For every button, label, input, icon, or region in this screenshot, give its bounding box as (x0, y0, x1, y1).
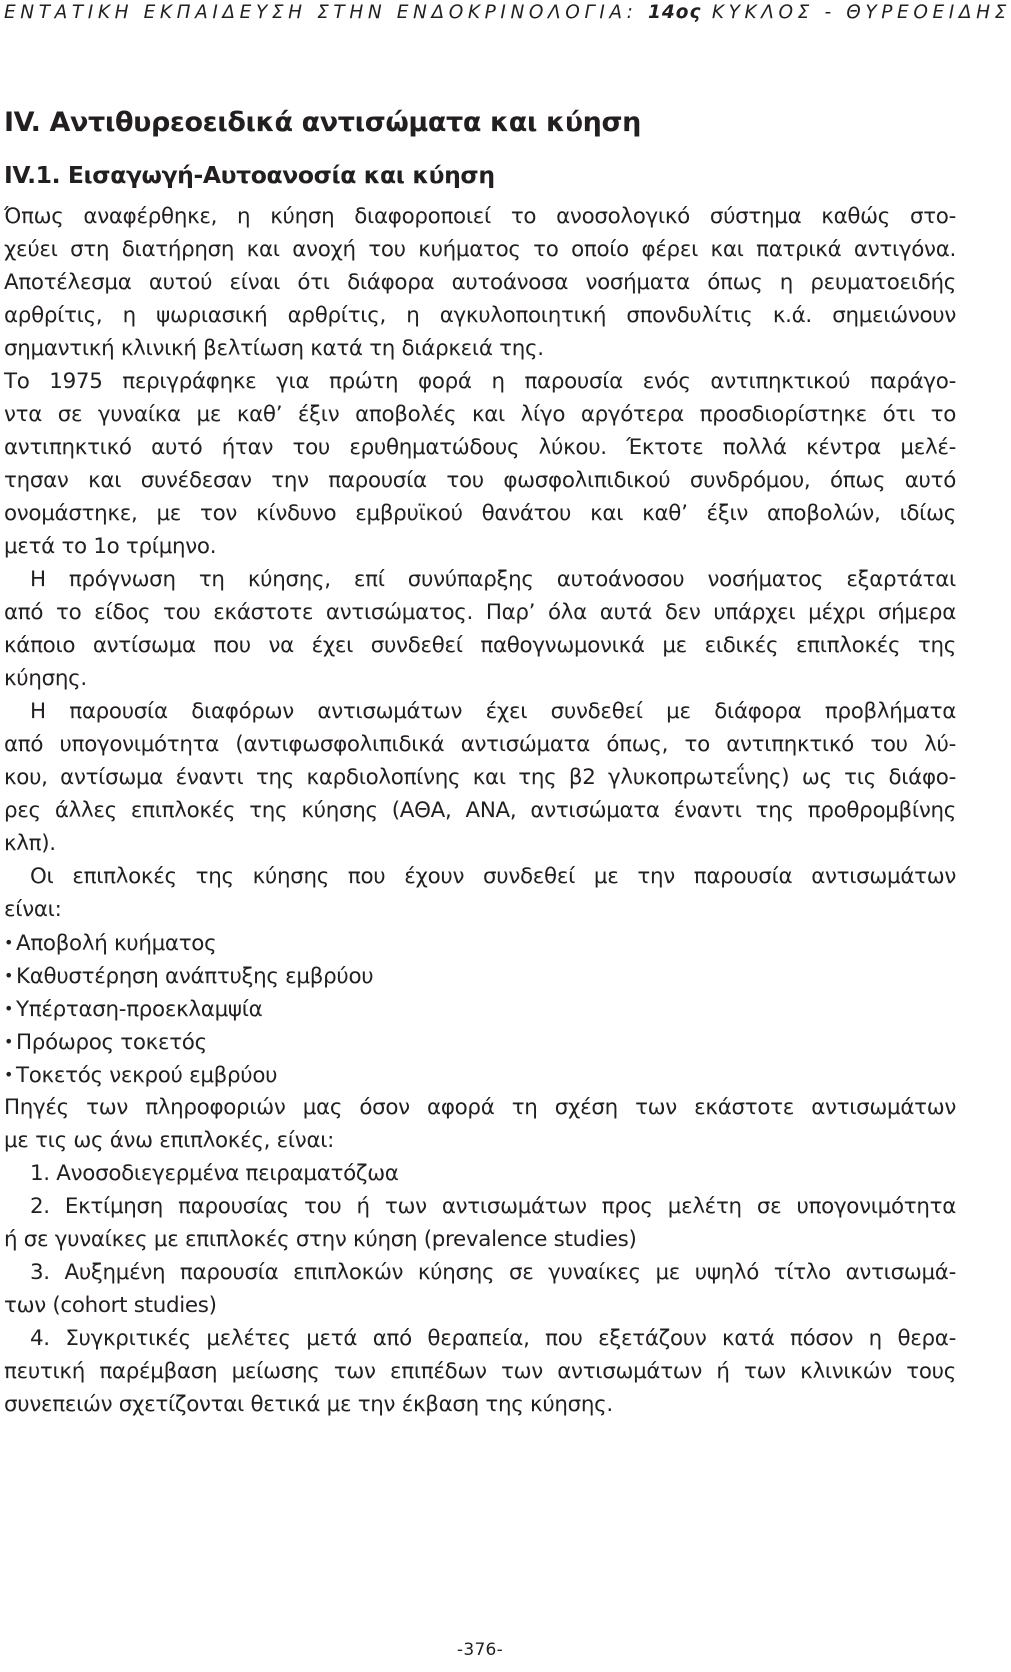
list-item: • Πρόωρος τοκετός (4, 1025, 956, 1058)
text-line: με τις ως άνω επιπλοκές, είναι: (4, 1128, 335, 1153)
text-line: χεύει στη διατήρηση και ανοχή του κυήματος το οποίο φέρει και πατρικά αντιγόνα. (4, 237, 956, 262)
text-line: ρες άλλες επιπλοκές της κύησης (ΑΘΑ, ΑΝΑ, αντισώματα έναντι της προθρομβίνης (4, 798, 956, 823)
paragraph-1975 (4, 365, 956, 563)
text-line: τησαν και συνέδεσαν την παρουσία του φωσφολιπιδικού συνδρόμου, όπως αυτό (4, 468, 956, 493)
bullet-icon: • (4, 933, 14, 952)
text-line: κλπ). (4, 831, 56, 856)
bullet-icon: • (4, 1032, 14, 1051)
text-line: Πηγές των πληροφοριών μας όσον αφορά τη σχέση των εκάστοτε αντισωμάτων (4, 1095, 956, 1120)
page-number: -376- (456, 1640, 504, 1660)
text-line: Οι επιπλοκές της κύησης που έχουν συνδεθεί με την παρουσία αντισωμάτων (30, 864, 956, 889)
text-line: ονομάστηκε, με τον κίνδυνο εμβρυϊκού θανάτου και καθ’ έξιν αποβολών, ιδίως (4, 501, 956, 526)
text-line: αντιπηκτικό αυτό ήταν του ερυθηματώδους λύκου. Έκτοτε πολλά κέντρα μελέ- (4, 435, 956, 460)
text-line: κου, αντίσωμα έναντι της καρδιολοπίνης και της β2 γλυκοπρωτεΐνης) ως τις διάφο- (4, 765, 956, 790)
text-line: κάποιο αντίσωμα που να έχει συνδεθεί παθογνωμονικά με ειδικές επιπλοκές της (4, 633, 956, 658)
body-text (4, 200, 956, 1421)
list-item: • Υπέρταση-προεκλαμψία (4, 992, 956, 1025)
numbered-item-2-cont: ή σε γυναίκες με επιπλοκές στην κύηση (prevalence studies) (4, 1227, 637, 1252)
running-header (4, 2, 1011, 23)
paragraph-sources (4, 1091, 956, 1157)
list-item: • Αποβολή κυήματος (4, 926, 956, 959)
text-line: αρθρίτις, η ψωριασική αρθρίτις, η αγκυλοποιητική σπονδυλίτις κ.ά. σημειώνουν (4, 303, 956, 328)
list-item: • Τοκετός νεκρού εμβρύου (4, 1058, 956, 1091)
text-line: από υπογονιμότητα (αντιφωσφολιπιδικά αντισώματα όπως, το αντιπηκτικό του λύ- (4, 732, 956, 757)
paragraph-complications (4, 860, 956, 926)
subsection-title: IV.1. Εισαγωγή-Αυτοανοσία και κύηση (4, 161, 495, 189)
numbered-item-4-cont: πευτική παρέμβαση μείωσης των επιπέδων των αντισωμάτων ή των κλινικών τους (4, 1359, 956, 1384)
text-line: είναι: (4, 897, 62, 922)
paragraph-intro (4, 200, 956, 365)
list-item: • Καθυστέρηση ανάπτυξης εμβρύου (4, 959, 956, 992)
bullet-icon: • (4, 966, 14, 985)
text-line: Η πρόγνωση τη κύησης, επί συνύπαρξης αυτοάνοσου νοσήματος εξαρτάται (30, 567, 956, 592)
numbered-item-3: 3. Αυξημένη παρουσία επιπλοκών κύησης σε γυναίκες με υψηλό τίτλο αντισωμά- (30, 1260, 956, 1285)
numbered-item-3-cont: των (cohort studies) (4, 1293, 217, 1318)
numbered-item-4: 4. Συγκριτικές μελέτες μετά από θεραπεία, που εξετάζουν κατά πόσον η θερα- (30, 1326, 956, 1351)
text-line: σημαντική κλινική βελτίωση κατά τη διάρκειά της. (4, 336, 544, 361)
sources-list (4, 1157, 956, 1421)
complications-list (4, 926, 956, 1091)
text-line: κύησης. (4, 666, 87, 691)
text-line: Η παρουσία διαφόρων αντισωμάτων έχει συνδεθεί με διάφορα προβλήματα (30, 699, 956, 724)
paragraph-prognosis (4, 563, 956, 695)
paragraph-antibodies (4, 695, 956, 860)
running-header-title: ΕΝΤΑΤΙΚΗ ΕΚΠΑΙΔΕΥΣΗ ΣΤΗΝ ΕΝΔΟΚΡΙΝΟΛΟΓΙΑ: (4, 2, 638, 23)
text-line: Το 1975 περιγράφηκε για πρώτη φορά η παρουσία ενός αντιπηκτικού παράγο- (4, 369, 956, 394)
bullet-icon: • (4, 1065, 14, 1084)
text-line: από το είδος του εκάστοτε αντισώματος. Παρ’ όλα αυτά δεν υπάρχει μέχρι σήμερα (4, 600, 956, 625)
numbered-item-2: 2. Εκτίμηση παρουσίας του ή των αντισωμάτων προς μελέτη σε υπογονιμότητα (30, 1194, 956, 1219)
numbered-item-4-cont: συνεπειών σχετίζονται θετικά με την έκβαση της κύησης. (4, 1392, 613, 1417)
running-header-cycle: 14ος (648, 2, 702, 23)
text-line: μετά το 1ο τρίμηνο. (4, 534, 217, 559)
running-header-cycle-rest: ΚΥΚΛΟΣ - ΘΥΡΕΟΕΙΔΗΣ (711, 2, 1011, 23)
numbered-item-1: 1. Ανοσοδιεγερμένα πειραματόζωα (30, 1161, 399, 1186)
text-line: Αποτέλεσμα αυτού είναι ότι διάφορα αυτοάνοσα νοσήματα όπως η ρευματοειδής (4, 270, 956, 295)
text-line: ντα σε γυναίκα με καθ’ έξιν αποβολές και λίγο αργότερα προσδιορίστηκε ότι το (4, 402, 956, 427)
bullet-icon: • (4, 999, 14, 1018)
section-title: IV. Αντιθυρεοειδικά αντισώματα και κύηση (4, 107, 641, 138)
text-line: Όπως αναφέρθηκε, η κύηση διαφοροποιεί το ανοσολογικό σύστημα καθώς στο- (4, 204, 956, 229)
